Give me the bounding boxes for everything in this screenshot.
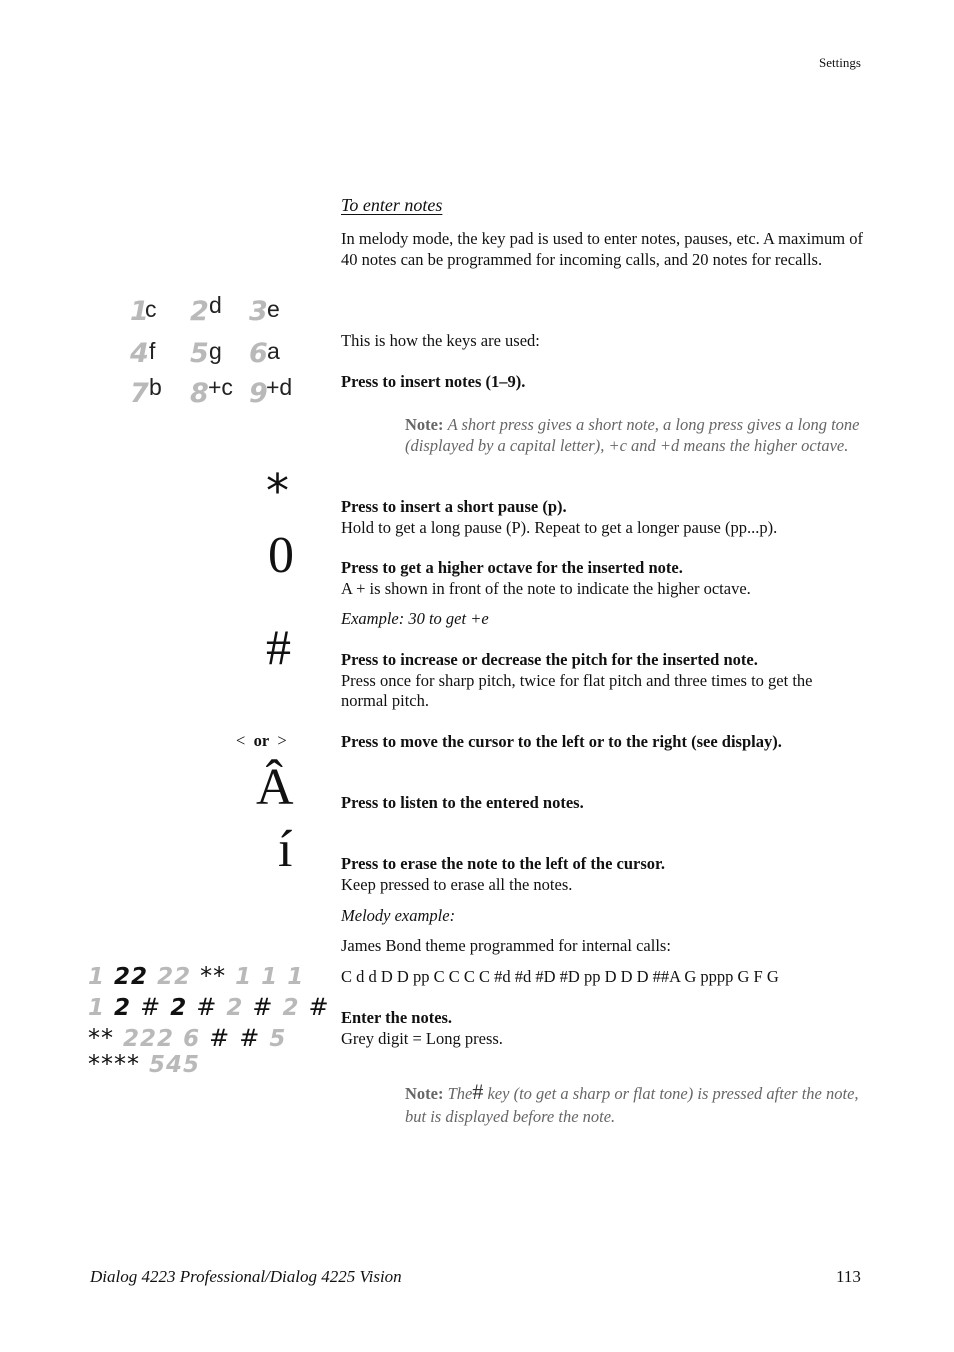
key-6-icon: 6 <box>249 338 267 369</box>
hash-icon: # <box>239 1024 261 1052</box>
seq-key: 2 <box>140 1026 158 1052</box>
key-sequence-row-2 <box>88 993 330 1021</box>
seq-key: 5 <box>149 1052 167 1078</box>
enter-notes-text: Grey digit = Long press. <box>341 1028 503 1048</box>
octave-title: Press to get a higher octave for the inserted note. <box>341 558 683 577</box>
seq-key: 2 <box>226 995 244 1021</box>
seq-key: 2 <box>157 1026 175 1052</box>
key-5-icon: 5 <box>190 338 208 369</box>
key-sequence-row-1 <box>88 962 304 990</box>
seq-key: 2 <box>131 964 149 990</box>
cursor-keys <box>236 731 287 752</box>
hash-icon: # <box>308 993 330 1021</box>
erase-title: Press to erase the note to the left of the cursor. <box>341 854 665 873</box>
note-text: A short press gives a short note, a long press gives a long tone (displayed by a capital letter), +c and +d means the higher octave. <box>405 415 860 455</box>
key-sequence-row-4 <box>88 1050 200 1078</box>
pause-text: Hold to get a long pause (P). Repeat to get a longer pause (pp...p). <box>341 517 778 537</box>
bond-notes-text: C d d D D pp C C C C #d #d #D #D pp D D D ##A G pppp G F G <box>341 967 779 986</box>
erase-key-icon: í <box>278 821 293 878</box>
seq-key: 5 <box>183 1052 201 1078</box>
note-label: Note: <box>405 1084 444 1103</box>
seq-key: 2 <box>123 1026 141 1052</box>
pitch-text: Press once for sharp pitch, twice for flat pitch and three times to get the normal pitch. <box>341 670 813 710</box>
note-label: Note: <box>405 415 444 434</box>
key-4-icon: 4 <box>130 338 148 369</box>
note-g-label: g <box>209 338 222 364</box>
seq-key: 2 <box>170 995 188 1021</box>
enter-notes-block <box>341 1008 863 1049</box>
note-e-label: e <box>267 296 280 322</box>
key-3-icon: 3 <box>249 296 267 327</box>
note-plus-c-label: +c <box>208 374 233 400</box>
pause-title: Press to insert a short pause (p). <box>341 497 567 516</box>
right-arrow-key-icon: > <box>277 731 287 750</box>
left-arrow-key-icon: < <box>236 731 246 750</box>
note-c-label: c <box>145 296 157 322</box>
note-box-1 <box>405 415 863 456</box>
note-f-label: f <box>149 338 156 364</box>
star-icon: * <box>88 1050 101 1078</box>
melody-example-label: Melody example: <box>341 906 456 925</box>
key-9-icon: 9 <box>249 378 267 409</box>
listen-key-icon: Â <box>256 759 294 816</box>
pitch-block <box>341 650 863 712</box>
hash-icon: # <box>252 993 274 1021</box>
note-text-post: key (to get a sharp or flat tone) is pressed after the note, but is displayed before the note. <box>405 1084 859 1126</box>
seq-key: 1 <box>235 964 253 990</box>
intro-paragraph: In melody mode, the key pad is used to enter notes, pauses, etc. A maximum of 40 notes can be programmed for incoming calls, and 20 notes for recalls. <box>341 229 863 269</box>
seq-key: 1 <box>287 964 305 990</box>
erase-block <box>341 854 863 895</box>
seq-key: 1 <box>88 995 106 1021</box>
octave-block <box>341 558 863 599</box>
seq-key: 2 <box>114 995 132 1021</box>
note-plus-d-label: +d <box>266 374 293 400</box>
key-7-icon: 7 <box>130 378 148 409</box>
seq-key: 2 <box>282 995 300 1021</box>
star-key-icon: * <box>266 464 289 518</box>
section-heading: To enter notes <box>341 195 443 215</box>
note-b-label: b <box>149 374 162 400</box>
octave-text: A + is shown in front of the note to indicate the higher octave. <box>341 578 751 598</box>
hash-icon: # <box>209 1024 231 1052</box>
pitch-title: Press to increase or decrease the pitch for the inserted note. <box>341 650 758 669</box>
seq-key: 2 <box>114 964 132 990</box>
enter-notes-title: Enter the notes. <box>341 1008 453 1027</box>
seq-key: 2 <box>174 964 192 990</box>
hash-key-icon: # <box>266 619 291 675</box>
star-icon: * <box>101 1024 114 1052</box>
star-icon: * <box>101 1050 114 1078</box>
pause-block <box>341 497 863 538</box>
erase-text: Keep pressed to erase all the notes. <box>341 874 573 894</box>
insert-notes-text: Press to insert notes (1–9). <box>341 372 526 391</box>
star-icon: * <box>114 1050 127 1078</box>
key-1-icon: 1 <box>130 296 148 327</box>
seq-key: 1 <box>88 964 106 990</box>
note-text-pre: The <box>447 1084 473 1103</box>
hash-icon: # <box>140 993 162 1021</box>
cursor-text: Press to move the cursor to the left or to the right (see display). <box>341 732 782 751</box>
key-8-icon: 8 <box>190 378 208 409</box>
footer-title: Dialog 4223 Professional/Dialog 4225 Vision <box>90 1267 402 1286</box>
seq-key: 1 <box>261 964 279 990</box>
key-2-icon: 2 <box>190 296 208 327</box>
keys-used-text: This is how the keys are used: <box>341 331 540 350</box>
key-sequence-row-3 <box>88 1024 286 1052</box>
hash-icon: # <box>196 993 218 1021</box>
seq-key: 5 <box>269 1026 287 1052</box>
example-text: Example: 30 to get +e <box>341 609 489 628</box>
note-box-2 <box>405 1080 863 1128</box>
seq-key: 6 <box>183 1026 201 1052</box>
star-icon: * <box>200 962 214 990</box>
hash-icon: # <box>472 1079 484 1104</box>
star-icon: * <box>127 1050 140 1078</box>
bond-intro-text: James Bond theme programmed for internal calls: <box>341 936 671 955</box>
listen-text: Press to listen to the entered notes. <box>341 793 584 812</box>
note-d-label: d <box>209 292 222 318</box>
or-label: or <box>253 731 270 750</box>
star-icon: * <box>88 1024 101 1052</box>
seq-key: 4 <box>166 1052 184 1078</box>
zero-key-icon: 0 <box>268 527 294 584</box>
seq-key: 2 <box>157 964 175 990</box>
star-icon: * <box>213 962 227 990</box>
page-number: 113 <box>836 1267 861 1286</box>
note-a-label: a <box>267 338 280 364</box>
running-header: Settings <box>819 55 861 70</box>
